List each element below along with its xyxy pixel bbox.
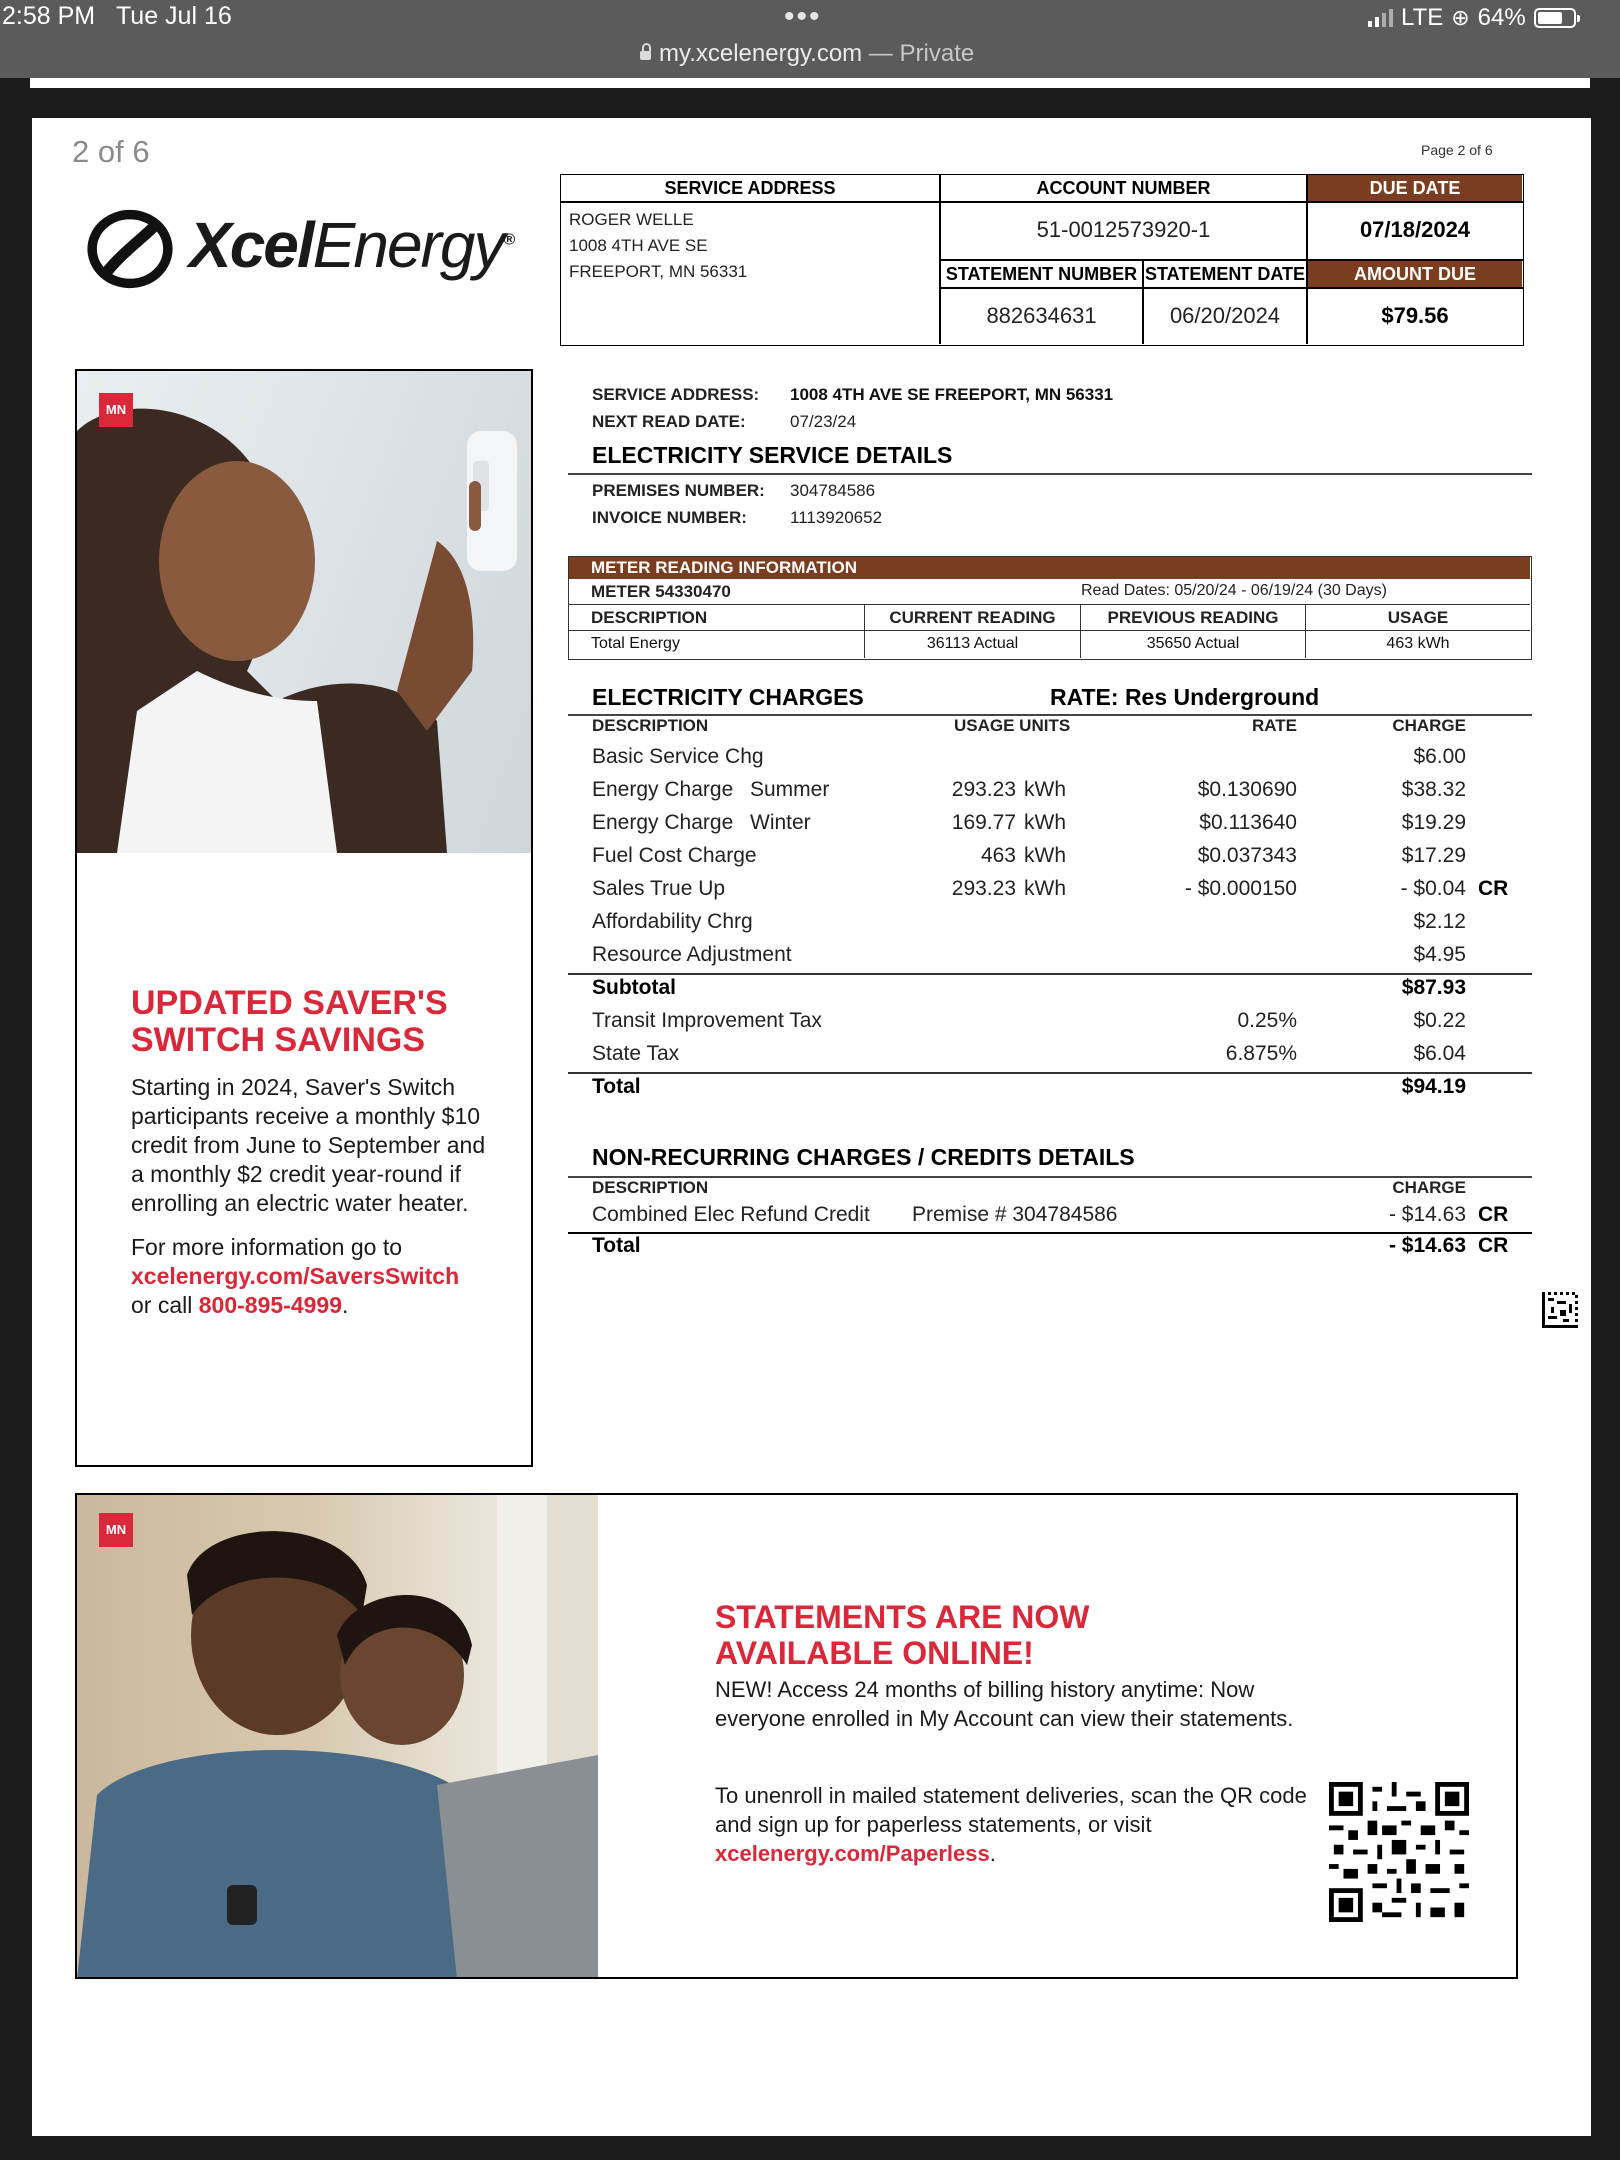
subtotal-label: Subtotal: [592, 976, 676, 999]
logo-wordmark: XcelEnergy®: [189, 209, 514, 281]
divider: [568, 1072, 1532, 1074]
tax-amount: $0.22: [1413, 1009, 1466, 1032]
nonrecurring-total-row: [592, 1234, 1532, 1266]
status-right: [1368, 4, 1576, 32]
charge-desc: Resource Adjustment: [592, 943, 792, 966]
service-address-label: SERVICE ADDRESS:: [592, 385, 760, 404]
meter-col-previous: PREVIOUS READING: [1107, 608, 1279, 627]
page-counter: 2 of 6: [72, 134, 150, 169]
charges-col-description: DESCRIPTION: [592, 716, 709, 735]
service-address-value: 1008 4TH AVE SE FREEPORT, MN 56331: [790, 385, 1114, 404]
xcel-energy-logo: [87, 188, 547, 298]
charges-col-charge: CHARGE: [1392, 716, 1466, 735]
charge-row: [592, 910, 1532, 942]
service-address-header: SERVICE ADDRESS: [664, 178, 836, 198]
charge-units: kWh: [1024, 778, 1066, 801]
meter-col-usage: USAGE: [1387, 608, 1449, 627]
invoice-value: 1113920652: [790, 508, 883, 527]
nonrecurring-col-description: DESCRIPTION: [592, 1178, 709, 1197]
photo-illustration: [77, 1495, 598, 1979]
amount-due-header: AMOUNT DUE: [1308, 261, 1522, 287]
tax-rate: 0.25%: [1237, 1009, 1297, 1032]
charge-units: kWh: [1024, 844, 1066, 867]
tax-desc: Transit Improvement Tax: [592, 1009, 822, 1032]
charge-row: [592, 811, 1532, 843]
statement-number-header: STATEMENT NUMBER: [945, 264, 1138, 284]
savers-switch-heading: UPDATED SAVER'S SWITCH SAVINGS: [131, 984, 448, 1059]
charge-usage: 293.23: [951, 778, 1016, 801]
rate-label: RATE: Res Underground: [1050, 684, 1320, 710]
charge-cr: CR: [1478, 877, 1509, 900]
invoice-label: INVOICE NUMBER:: [592, 508, 747, 527]
tax-row: [592, 1009, 1532, 1041]
signal-icon: [1368, 9, 1393, 27]
tax-row: [592, 1042, 1532, 1074]
charge-amount: $2.12: [1413, 910, 1466, 933]
total-amount: $94.19: [1401, 1075, 1466, 1098]
savers-switch-phone[interactable]: 800-895-4999: [198, 1292, 342, 1318]
nonrecurring-cr: CR: [1478, 1203, 1509, 1226]
xcel-swirl-icon: [87, 206, 173, 292]
previous-page-edge: [30, 78, 1590, 88]
due-date: 07/18/2024: [1359, 217, 1471, 242]
charge-units: kWh: [1024, 811, 1066, 834]
charges-title: ELECTRICITY CHARGES: [592, 684, 864, 710]
charge-rate: - $0.000150: [1184, 877, 1297, 900]
charge-desc: Energy Charge: [592, 778, 734, 801]
charge-units: kWh: [1024, 877, 1066, 900]
nonrecurring-title: NON-RECURRING CHARGES / CREDITS DETAILS: [592, 1144, 1135, 1170]
charge-row: [592, 844, 1532, 876]
status-time: 2:58 PM Tue Jul 16: [2, 2, 232, 30]
charges-col-rate: RATE: [1251, 716, 1297, 735]
data-matrix-icon: [1542, 1292, 1578, 1328]
meter-row-description: Total Energy: [591, 635, 680, 652]
charge-usage: 293.23: [951, 877, 1016, 900]
nonrecurring-total: - $14.63: [1388, 1234, 1466, 1257]
savers-switch-body: Starting in 2024, Saver's Switch participants receive a monthly $10 credit from June to September and a monthly $2 credit year-round if enrolling an electric water heater.: [131, 1074, 486, 1216]
url-text: my.xcelenergy.com: [659, 40, 863, 67]
service-details-title: ELECTRICITY SERVICE DETAILS: [592, 442, 953, 468]
nonrecurring-total-label: Total: [592, 1234, 641, 1257]
charge-desc: Basic Service Chg: [592, 745, 764, 768]
nonrecurring-row: [592, 1203, 1532, 1235]
meter-id: METER 54330470: [591, 582, 731, 601]
meter-reading-box: [568, 556, 1532, 660]
tax-amount: $6.04: [1413, 1042, 1466, 1065]
woman-thermostat-photo: [77, 371, 531, 853]
meter-row-current: 36113 Actual: [926, 635, 1019, 652]
statement-date: 06/20/2024: [1169, 303, 1281, 328]
total-label: Total: [592, 1075, 641, 1098]
customer-name: ROGER WELLE: [569, 210, 694, 229]
nonrecurring-col-charge: CHARGE: [1392, 1178, 1466, 1197]
account-number: 51-0012573920-1: [1036, 217, 1211, 242]
network-label: LTE: [1401, 4, 1444, 31]
meter-reading-title: METER READING INFORMATION: [569, 557, 1530, 579]
charge-rate: $0.130690: [1197, 778, 1297, 801]
premises-value: 304784586: [790, 481, 876, 500]
charge-amount: $38.32: [1401, 778, 1466, 801]
charge-rate: $0.113640: [1199, 811, 1297, 834]
charge-desc: Energy Charge: [592, 811, 734, 834]
service-address-block: [569, 207, 929, 285]
charge-amount: - $0.04: [1400, 877, 1466, 900]
paperless-link[interactable]: xcelenergy.com/Paperless: [715, 1841, 990, 1866]
statements-online-ad[interactable]: [75, 1493, 1518, 1979]
premises-label: PREMISES NUMBER:: [592, 481, 765, 500]
nonrecurring-charge: - $14.63: [1388, 1203, 1466, 1226]
tax-desc: State Tax: [592, 1042, 680, 1065]
charge-amount: $17.29: [1401, 844, 1466, 867]
rotation-lock-icon: ⊕: [1451, 5, 1470, 30]
statements-online-heading: STATEMENTS ARE NOW AVAILABLE ONLINE!: [715, 1599, 1090, 1671]
charge-amount: $4.95: [1413, 943, 1466, 966]
total-row: [592, 1075, 1532, 1107]
photo-illustration: [77, 371, 531, 853]
page-label: Page 2 of 6: [1421, 142, 1493, 158]
private-label: — Private: [868, 40, 975, 67]
charge-season: Winter: [750, 811, 811, 834]
due-date-header: DUE DATE: [1308, 175, 1522, 201]
account-header-table: [560, 174, 1524, 346]
nonrecurring-total-cr: CR: [1478, 1234, 1509, 1257]
father-child-photo: [77, 1495, 598, 1979]
charge-row: [592, 778, 1532, 810]
divider: [568, 473, 1532, 475]
meter-row-usage: 463 kWh: [1386, 635, 1450, 652]
savers-switch-link[interactable]: xcelenergy.com/SaversSwitch: [131, 1263, 460, 1289]
nonrecurring-desc: Combined Elec Refund Credit: [592, 1203, 870, 1226]
tax-rate: 6.875%: [1225, 1042, 1297, 1065]
charge-rate: $0.037343: [1197, 844, 1297, 867]
charge-desc: Fuel Cost Charge: [592, 844, 757, 867]
next-read-value: 07/23/24: [790, 412, 857, 431]
charge-desc: Sales True Up: [592, 877, 726, 900]
address-bar[interactable]: [640, 40, 974, 68]
subtotal-amount: $87.93: [1401, 976, 1466, 999]
meter-col-current: CURRENT READING: [889, 608, 1056, 627]
statement-page: [32, 118, 1591, 2136]
charges-col-usage-units: USAGE UNITS: [954, 716, 1071, 735]
battery-label: 64%: [1477, 4, 1526, 31]
meter-row-previous: 35650 Actual: [1146, 635, 1240, 652]
charge-row: [592, 943, 1532, 975]
subtotal-row: [592, 976, 1532, 1008]
address-street: 1008 4TH AVE SE: [569, 236, 708, 255]
statements-online-p1: NEW! Access 24 months of billing history anytime: Now everyone enrolled in My Account can view their statements.: [715, 1677, 1294, 1731]
meter-col-description: DESCRIPTION: [591, 608, 708, 627]
statement-number: 882634631: [986, 303, 1097, 328]
charge-amount: $6.00: [1413, 745, 1466, 768]
charge-usage: 463: [980, 844, 1016, 867]
account-number-header: ACCOUNT NUMBER: [1036, 178, 1211, 198]
qr-code-icon[interactable]: [1329, 1782, 1469, 1922]
statements-online-p2: To unenroll in mailed statement deliveries, scan the QR code and sign up for paperless statements, or visit xcelenergy.com/Paperless.: [715, 1783, 1307, 1866]
savers-switch-more: For more information go to xcelenergy.com/SaversSwitch or call 800-895-4999.: [131, 1234, 460, 1318]
amount-due: $79.56: [1381, 303, 1449, 328]
charge-amount: $19.29: [1401, 811, 1466, 834]
charge-season: Summer: [750, 778, 830, 801]
multitask-dots[interactable]: •••: [784, 0, 822, 33]
divider: [568, 973, 1532, 975]
statement-date-header: STATEMENT DATE: [1145, 264, 1305, 284]
nonrecurring-premise: Premise # 304784586: [912, 1203, 1118, 1226]
address-city: FREEPORT, MN 56331: [569, 262, 748, 281]
charge-row: [592, 877, 1532, 909]
charge-row: [592, 745, 1532, 777]
read-dates: Read Dates: 05/20/24 - 06/19/24 (30 Days): [1081, 582, 1387, 599]
lock-icon: [640, 51, 651, 60]
mn-badge: MN: [99, 1513, 133, 1547]
savers-switch-ad[interactable]: [75, 369, 533, 1467]
next-read-label: NEXT READ DATE:: [592, 412, 746, 431]
mn-badge: MN: [99, 393, 133, 427]
battery-icon: [1534, 8, 1576, 28]
status-bar: [0, 0, 1620, 78]
charge-desc: Affordability Chrg: [592, 910, 753, 933]
status-date: Tue Jul 16: [115, 2, 232, 30]
charge-usage: 169.77: [951, 811, 1016, 834]
